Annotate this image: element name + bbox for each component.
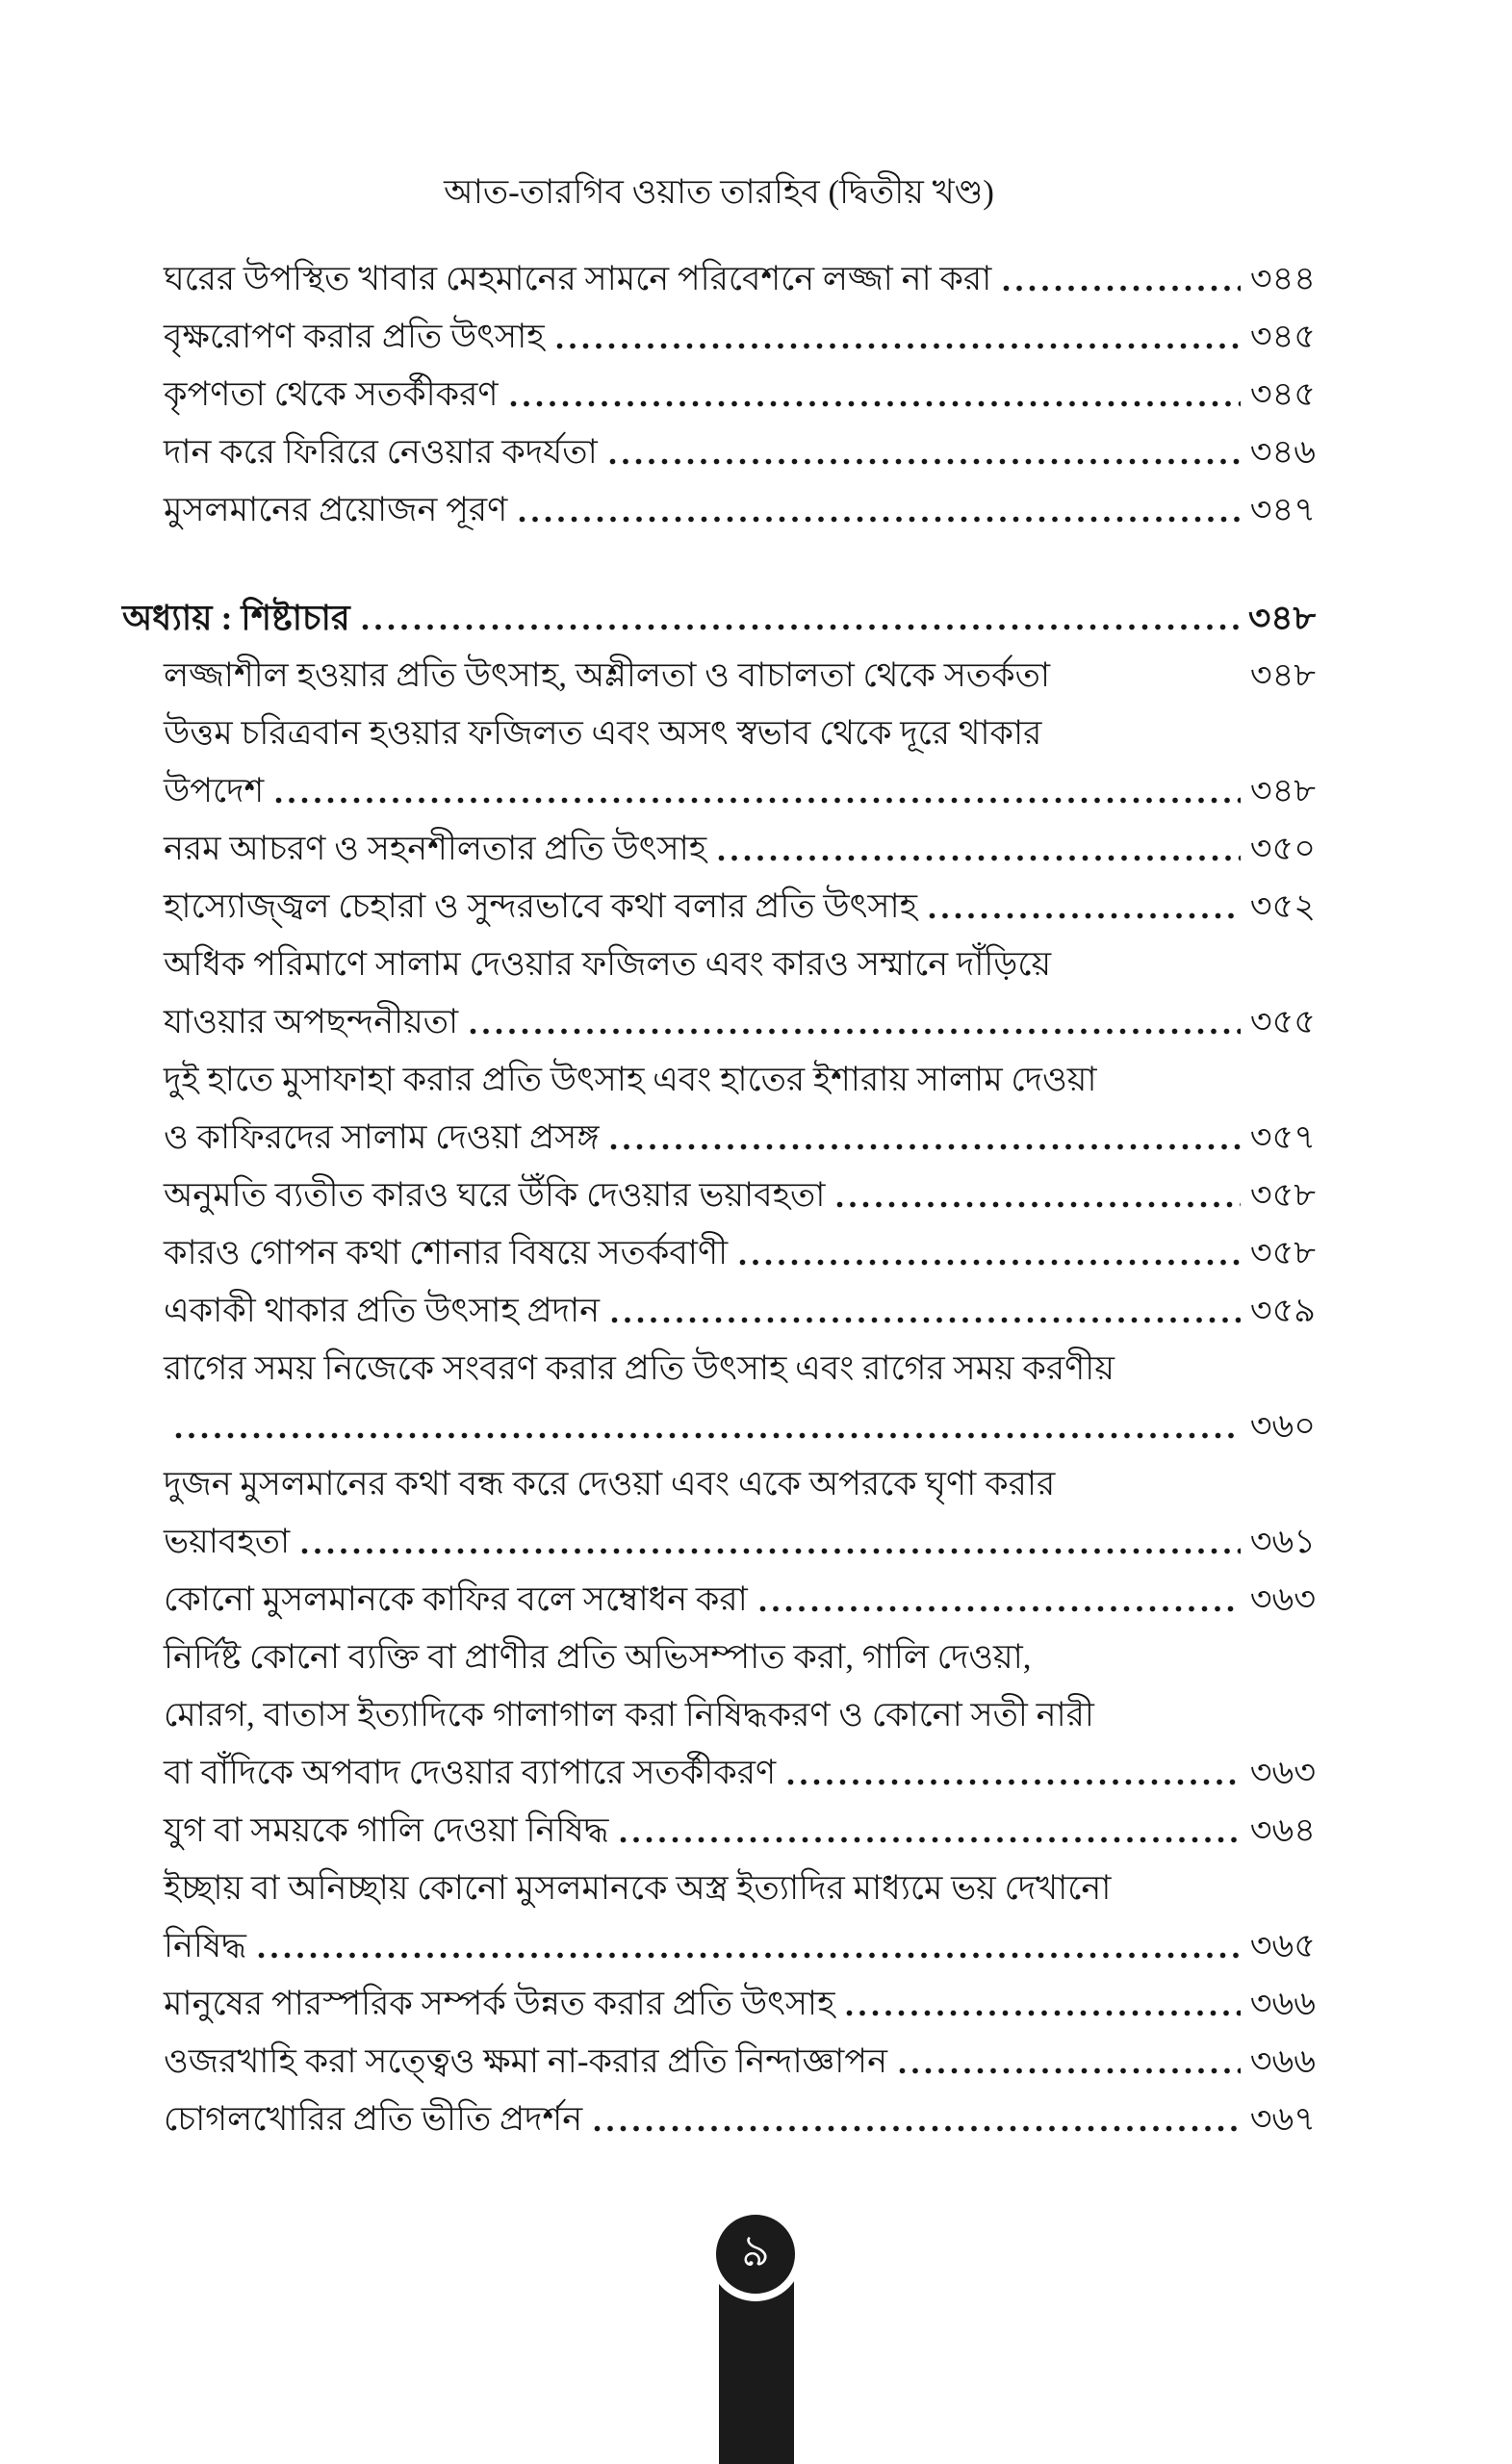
dotted-leader (470, 1028, 1241, 1035)
toc-item-title: অনুমতি ব্যতীত কারও ঘরে উঁকি দেওয়ার ভয়াবহতা (164, 1176, 826, 1214)
toc-item-title: কোনো মুসলমানকে কাফির বলে সম্বোধন করা (164, 1580, 748, 1618)
toc-item-title: ইচ্ছায় বা অনিচ্ছায় কোনো মুসলমানকে অস্ত্র ইত্যাদির মাধ্যমে ভয় দেখানো (164, 1869, 1112, 1907)
toc-item-title: রাগের সময় নিজেকে সংবরণ করার প্রতি উৎসাহ এবং রাগের সময় করণীয় (164, 1349, 1115, 1387)
toc-item-title: যুগ বা সময়কে গালি দেওয়া নিষিদ্ধ (164, 1811, 609, 1849)
toc-row (122, 701, 1316, 758)
toc-row (122, 246, 1316, 304)
toc-item-title: ওজরখাহি করা সত্ত্বেও ক্ষমা না-করার প্রতি নিন্দাজ্ঞাপন (164, 2042, 887, 2080)
toc-item-page: ৩৫৮ (1249, 1176, 1316, 1214)
toc-item-page: ৩৪৮ (1247, 599, 1316, 637)
toc-row (122, 1394, 1316, 1451)
toc-row (122, 1798, 1316, 1856)
page-number: ৯ (741, 2226, 770, 2275)
toc-item-title: দুই হাতে মুসাফাহা করার প্রতি উৎসাহ এবং হাতের ইশারায় সালাম দেওয়া (164, 1061, 1097, 1098)
toc-row (122, 758, 1316, 816)
dotted-leader (787, 1779, 1241, 1785)
dotted-leader (718, 855, 1241, 861)
toc-item-title: লজ্জাশীল হওয়ার প্রতি উৎসাহ, অশ্লীলতা ও বাচালতা থেকে সতর্কতা (164, 656, 1050, 694)
dotted-leader (611, 1317, 1241, 1323)
toc-item-page: ৩৬৩ (1249, 1580, 1316, 1618)
toc-item-title: চোগলখোরির প্রতি ভীতি প্রদর্শন (164, 2100, 583, 2138)
toc-item-page: ৩৫২ (1249, 887, 1316, 925)
dotted-leader (594, 2125, 1241, 2132)
toc-row (122, 420, 1316, 477)
toc-row (122, 2087, 1316, 2144)
dotted-leader (836, 1201, 1240, 1208)
toc-row (122, 1509, 1316, 1567)
toc-item-title: মোরগ, বাতাস ইত্যাদিকে গালাগাল করা নিষিদ্ধকরণ ও কোনো সতী নারী (164, 1696, 1094, 1733)
toc-item-title: অধিক পরিমাণে সালাম দেওয়ার ফজিলত এবং কারও সম্মানে দাঁড়িয়ে (164, 945, 1052, 983)
toc-item-page: ৩৪৮ (1249, 772, 1316, 809)
toc-row (122, 2029, 1316, 2087)
toc-item-title: উত্তম চরিত্রবান হওয়ার ফজিলত এবং অসৎ স্বভাব থেকে দূরে থাকার (164, 714, 1042, 752)
toc-item-title: নরম আচরণ ও সহনশীলতার প্রতি উৎসাহ (164, 830, 707, 867)
dotted-leader (275, 797, 1241, 804)
dotted-leader (620, 1836, 1240, 1843)
dotted-leader (362, 624, 1239, 630)
toc-item-page: ৩৪৫ (1249, 375, 1316, 413)
toc-item-title: বা বাঁদিকে অপবাদ দেওয়ার ব্যাপারে সতর্কীকরণ (164, 1754, 777, 1791)
toc-item-title: অধ্যায় : শিষ্টাচার (122, 599, 350, 637)
toc-item-title: ভয়াবহতা (164, 1523, 291, 1560)
toc-row (122, 989, 1316, 1047)
toc-row (122, 932, 1316, 989)
toc-row (122, 874, 1316, 932)
toc-item-title: উপদেশ (164, 772, 265, 809)
toc-row (122, 816, 1316, 874)
toc-item-page: ৩৬৩ (1249, 1754, 1316, 1791)
toc-row (122, 1163, 1316, 1220)
toc-row (122, 1220, 1316, 1278)
toc-item-page: ৩৫০ (1249, 830, 1316, 867)
toc-row (122, 1278, 1316, 1336)
toc-item-page: ৩৬৬ (1249, 2042, 1316, 2080)
dotted-leader (899, 2067, 1241, 2074)
dotted-leader (610, 1143, 1240, 1150)
toc-row (122, 1567, 1316, 1625)
running-header: আত-তারগিব ওয়াত তারহিব (দ্বিতীয় খণ্ড) (444, 173, 994, 211)
toc-item-page: ৩৪৮ (1249, 656, 1316, 694)
toc-row (122, 477, 1316, 535)
toc-row (122, 362, 1316, 420)
toc-row (122, 585, 1316, 643)
dotted-leader (258, 1952, 1241, 1959)
toc-item-title: দুজন মুসলমানের কথা বন্ধ করে দেওয়া এবং একে অপরকে ঘৃণা করার (164, 1465, 1056, 1502)
toc-row (122, 1047, 1316, 1105)
toc-item-page: ৩৬৬ (1249, 1985, 1316, 2022)
dotted-leader (1003, 285, 1241, 292)
toc-item-page: ৩৬১ (1249, 1523, 1316, 1560)
toc-item-title: মানুষের পারস্পরিক সম্পর্ক উন্নত করার প্রতি উৎসাহ (164, 1985, 835, 2022)
dotted-leader (301, 1548, 1241, 1554)
toc-item-title: দান করে ফিরিরে নেওয়ার কদর্যতা (164, 433, 598, 471)
dotted-leader (175, 1432, 1241, 1439)
toc-item-page: ৩৪৫ (1249, 318, 1316, 355)
dotted-leader (519, 516, 1241, 523)
toc-item-title: ও কাফিরদের সালাম দেওয়া প্রসঙ্গ (164, 1118, 600, 1156)
dotted-leader (609, 458, 1241, 465)
dotted-leader (929, 912, 1241, 919)
toc-item-page: ৩৪৬ (1249, 433, 1316, 471)
toc-item-page: ৩৪৭ (1249, 491, 1316, 528)
toc-item-title: ঘরের উপস্থিত খাবার মেহমানের সামনে পরিবেশনে লজ্জা না করা (164, 260, 992, 297)
toc-row (122, 1971, 1316, 2029)
toc-row (122, 1625, 1316, 1682)
toc-row (122, 1856, 1316, 1913)
toc-list (122, 246, 1316, 2144)
toc-row (122, 643, 1316, 701)
toc-item-title: নির্দিষ্ট কোনো ব্যক্তি বা প্রাণীর প্রতি অভিসম্পাত করা, গালি দেওয়া, (164, 1638, 1032, 1676)
toc-item-title: হাস্যোজ্জ্বল চেহারা ও সুন্দরভাবে কথা বলার প্রতি উৎসাহ (164, 887, 918, 925)
toc-item-page: ৩৬৭ (1249, 2100, 1316, 2138)
toc-item-page: ৩৪৪ (1249, 260, 1316, 297)
toc-row (122, 1336, 1316, 1394)
toc-item-title: মুসলমানের প্রয়োজন পূরণ (164, 491, 508, 528)
toc-row (122, 1740, 1316, 1798)
dotted-leader (846, 2010, 1240, 2016)
toc-item-page: ৩৫৭ (1249, 1118, 1316, 1156)
toc-row (122, 304, 1316, 362)
toc-row (122, 1451, 1316, 1509)
dotted-leader (556, 343, 1241, 349)
toc-row (122, 1682, 1316, 1740)
toc-item-page: ৩৫৯ (1249, 1292, 1316, 1329)
toc-row (122, 1105, 1316, 1163)
dotted-leader (1062, 681, 1241, 688)
toc-item-title: বৃক্ষরোপণ করার প্রতি উৎসাহ (164, 318, 545, 355)
toc-item-title: কৃপণতা থেকে সতর্কীকরণ (164, 375, 499, 413)
toc-row (122, 1913, 1316, 1971)
toc-item-page: ৩৫৮ (1249, 1234, 1316, 1271)
toc-item-title: একাকী থাকার প্রতি উৎসাহ প্রদান (164, 1292, 601, 1329)
toc-item-page: ৩৬৪ (1249, 1811, 1316, 1849)
dotted-leader (510, 400, 1241, 407)
toc-item-page: ৩৬৫ (1249, 1927, 1316, 1964)
dotted-leader (739, 1259, 1241, 1266)
toc-item-title: নিষিদ্ধ (164, 1927, 246, 1964)
dotted-leader (759, 1605, 1241, 1612)
toc-item-page: ৩৬০ (1249, 1407, 1316, 1445)
toc-item-title: কারও গোপন কথা শোনার বিষয়ে সতর্কবাণী (164, 1234, 729, 1271)
toc-item-page: ৩৫৫ (1249, 1003, 1316, 1040)
toc-item-title: যাওয়ার অপছন্দনীয়তা (164, 1003, 459, 1040)
page-number-badge (708, 2207, 803, 2301)
